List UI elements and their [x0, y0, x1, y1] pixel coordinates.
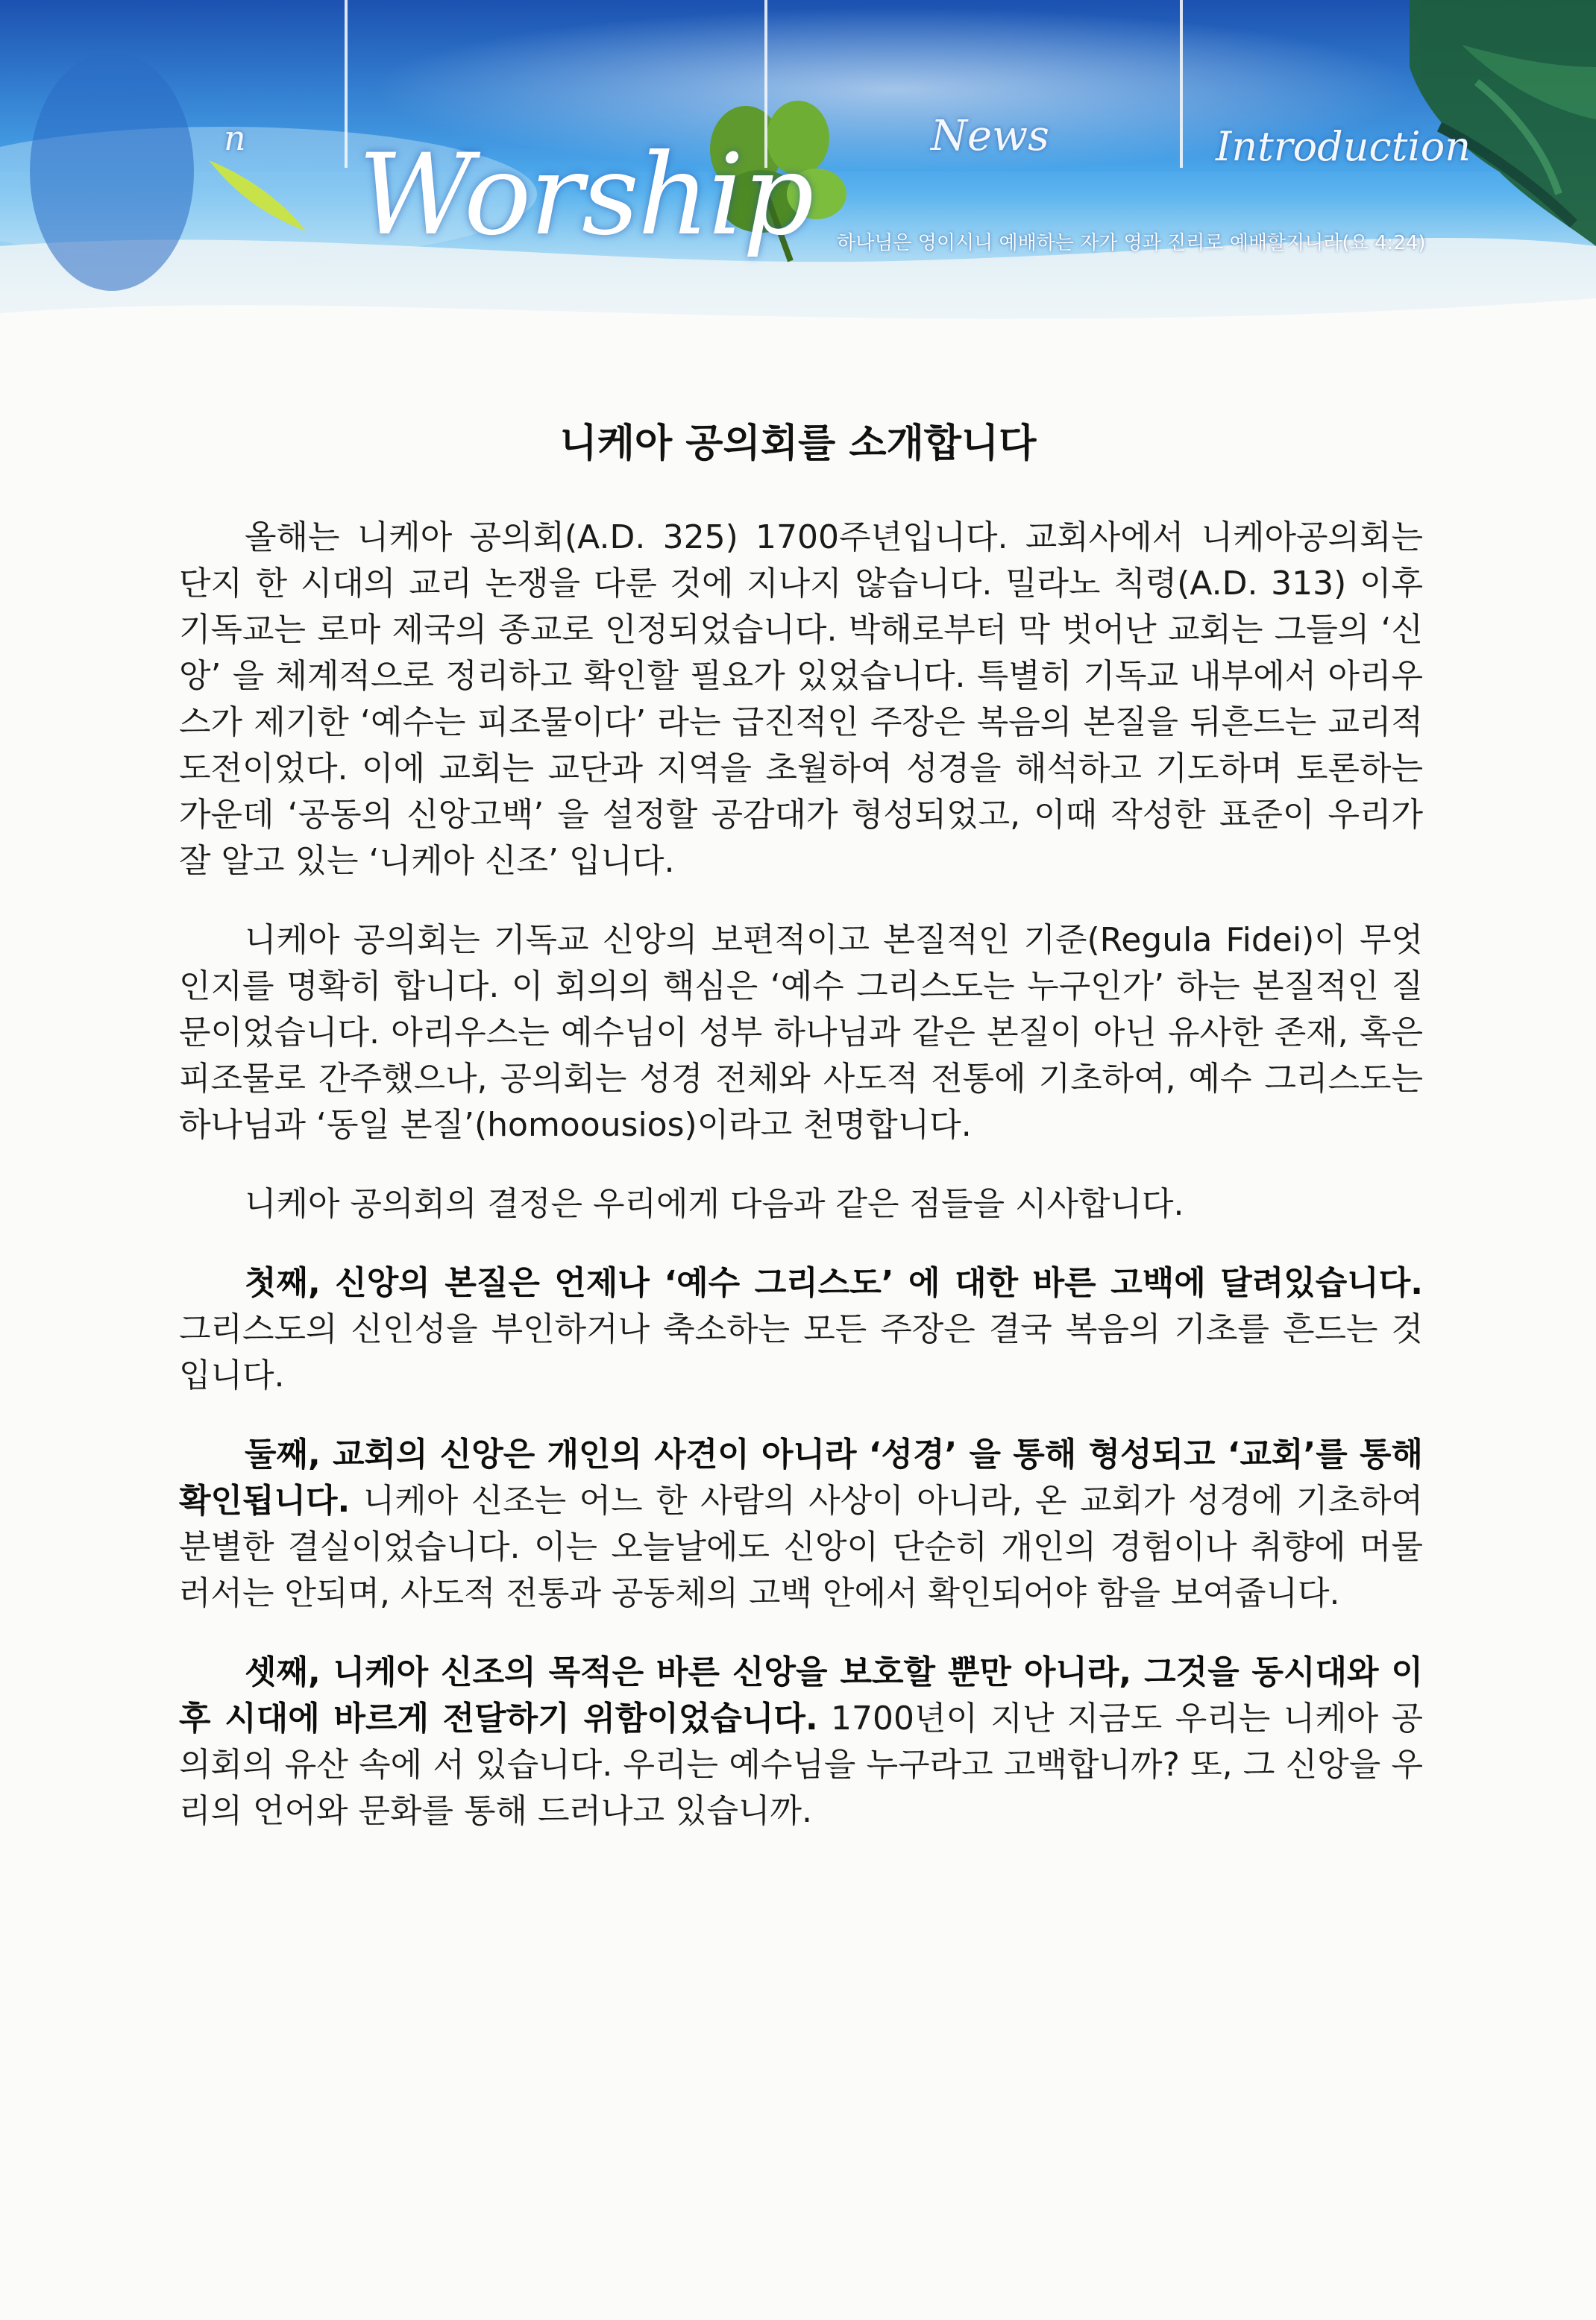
- paragraph-first-point: [179, 1260, 1423, 1399]
- paragraph-second-point: [179, 1432, 1423, 1617]
- nav-item-introduction[interactable]: Introduction: [1216, 123, 1471, 170]
- scripture-verse: 하나님은 영이시니 예배하는 자가 영과 진리로 예배할지니라(요 4:24): [837, 232, 1426, 254]
- nav-item-fragment[interactable]: n: [224, 118, 246, 158]
- worship-banner: [0, 0, 1596, 418]
- first-point-heading: 첫째, 신앙의 본질은 언제나 ‘예수 그리스도’ 에 대한 바른 고백에 달려있습니다.: [245, 1264, 1423, 1302]
- first-point-text: 그리스도의 신인성을 부인하거나 축소하는 모든 주장은 결국 복음의 기초를 흔드는 것입니다.: [179, 1310, 1424, 1395]
- worship-logo-word: Worship: [358, 131, 813, 260]
- paragraph-standard: 니케아 공의회는 기독교 신앙의 보편적이고 본질적인 기준(Regula Fidei)이 무엇인지를 명확히 합니다. 이 회의의 핵심은 ‘예수 그리스도는 누구인가’ 하는 본질적인 질문이었습니다. 아리우스는 예수님이 성부 하나님과 같은 본질이 아닌 유사한 존재, 혹은 피조물로 간주했으나, 공의회는 성경 전체와 사도적 전통에 기초하여, 예수 그리스도는 하나님과 ‘동일 본질’(homoousios)이라고 천명합니다.: [179, 921, 1423, 1144]
- third-point-heading: 셋째, 니케아 신조의 목적은 바른 신앙을 보호할 뿐만 아니라, 그것을 동시대와 이후 시대에 바르게 전달하기 위함이었습니다.: [179, 1653, 1423, 1738]
- second-point-heading: 둘째, 교회의 신앙은 개인의 사견이 아니라 ‘성경’ 을 통해 형성되고 ‘교회’를 통해 확인됩니다.: [179, 1436, 1423, 1520]
- article-title: 니케아 공의회를 소개합니다: [559, 421, 1037, 466]
- paragraph-third-point: [179, 1650, 1423, 1835]
- paragraph-implications: 니케아 공의회의 결정은 우리에게 다음과 같은 점들을 시사합니다.: [245, 1185, 1184, 1223]
- paragraph-intro: 올해는 니케아 공의회(A.D. 325) 1700주년입니다. 교회사에서 니케아공의회는 단지 한 시대의 교리 논쟁을 다룬 것에 지나지 않습니다. 밀라노 칙령(A.D. 313) 이후 기독교는 로마 제국의 종교로 인정되었습니다. 박해로부터 막 벗어난 교회는 그들의 ‘신앙’ 을 체계적으로 정리하고 확인할 필요가 있었습니다. 특별히 기독교 내부에서 아리우스가 제기한 ‘예수는 피조물이다’ 라는 급진적인 주장은 복음의 본질을 뒤흔드는 교리적 도전이었다. 이에 교회는 교단과 지역을 초월하여 성경을 해석하고 기도하며 토론하는 가운데 ‘공동의 신앙고백’ 을 설정할 공감대가 형성되었고, 이때 작성한 표준이 우리가 잘 알고 있는 ‘니케아 신조’ 입니다.: [179, 518, 1423, 880]
- article-body: [179, 515, 1423, 1867]
- nav-item-news[interactable]: News: [931, 112, 1049, 160]
- second-point-text: 니케아 신조는 어느 한 사람의 사상이 아니라, 온 교회가 성경에 기초하여 분별한 결실이었습니다. 이는 오늘날에도 신앙이 단순히 개인의 경험이나 취향에 머물러서는 안되며, 사도적 전통과 공동체의 고백 안에서 확인되어야 함을 보여줍니다.: [179, 1482, 1423, 1612]
- nav-divider: [345, 0, 348, 168]
- third-point-text: 1700년이 지난 지금도 우리는 니케아 공의회의 유산 속에 서 있습니다. 우리는 예수님을 누구라고 고백합니까? 또, 그 신앙을 우리의 언어와 문화를 통해 드러나고 있습니까.: [179, 1700, 1423, 1830]
- nav-divider: [1180, 0, 1183, 168]
